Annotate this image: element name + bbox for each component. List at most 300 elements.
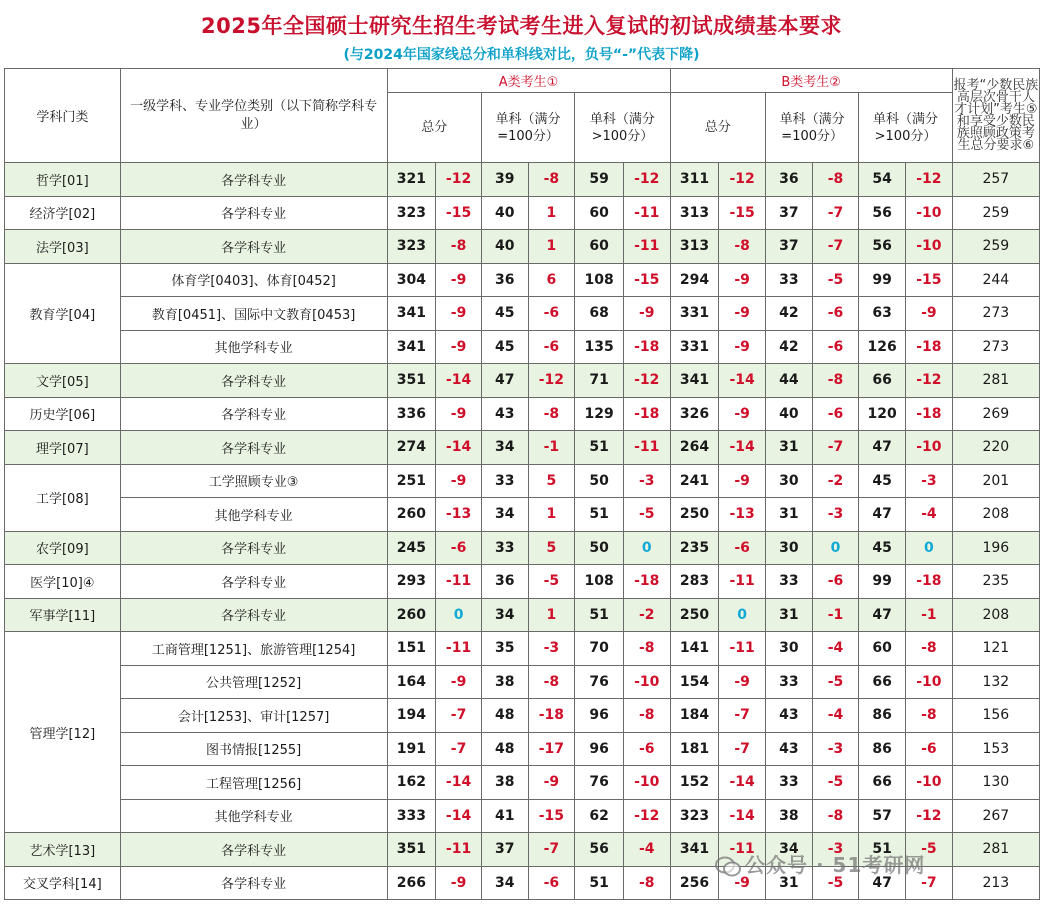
table-row xyxy=(5,665,1040,699)
change-cell: -11 xyxy=(719,565,766,599)
change-cell: 5 xyxy=(528,531,575,565)
table-row xyxy=(5,699,1040,733)
change-cell: -9 xyxy=(906,297,953,331)
change-cell: -10 xyxy=(906,230,953,264)
score-cell: 51 xyxy=(575,598,624,632)
score-cell: 99 xyxy=(859,263,906,297)
change-cell: -9 xyxy=(436,866,482,900)
score-cell: 283 xyxy=(670,565,719,599)
score-cell: 48 xyxy=(481,699,528,733)
change-cell: -9 xyxy=(719,866,766,900)
score-cell: 50 xyxy=(575,464,624,498)
change-cell: -8 xyxy=(623,632,670,666)
change-cell: -3 xyxy=(812,833,859,867)
score-cell: 341 xyxy=(387,330,436,364)
change-cell: -11 xyxy=(623,196,670,230)
score-cell: 152 xyxy=(670,766,719,800)
change-cell: -12 xyxy=(623,799,670,833)
table-row xyxy=(5,632,1040,666)
change-cell: -6 xyxy=(906,732,953,766)
score-table xyxy=(4,68,1040,900)
score-cell: 48 xyxy=(481,732,528,766)
change-cell: -8 xyxy=(436,230,482,264)
change-cell: 0 xyxy=(436,598,482,632)
minority-total-cell: 269 xyxy=(952,397,1039,431)
subject-cell: 各学科专业 xyxy=(120,531,387,565)
score-cell: 45 xyxy=(859,464,906,498)
header-discipline: 学科门类 xyxy=(5,69,121,163)
score-cell: 43 xyxy=(481,397,528,431)
change-cell: -5 xyxy=(812,665,859,699)
change-cell: 1 xyxy=(528,196,575,230)
change-cell: -14 xyxy=(436,766,482,800)
change-cell: -10 xyxy=(623,665,670,699)
score-cell: 260 xyxy=(387,598,436,632)
change-cell: -6 xyxy=(436,531,482,565)
score-cell: 274 xyxy=(387,431,436,465)
page-title: 2025年全国硕士研究生招生考试考生进入复试的初试成绩基本要求 xyxy=(201,14,842,38)
score-cell: 42 xyxy=(765,297,812,331)
score-cell: 34 xyxy=(481,866,528,900)
discipline-cell: 经济学[02] xyxy=(5,196,121,230)
change-cell: -15 xyxy=(719,196,766,230)
change-cell: -10 xyxy=(906,431,953,465)
score-cell: 34 xyxy=(481,431,528,465)
minority-total-cell: 132 xyxy=(952,665,1039,699)
change-cell: -9 xyxy=(719,665,766,699)
subject-cell: 各学科专业 xyxy=(120,565,387,599)
score-cell: 51 xyxy=(859,833,906,867)
score-cell: 241 xyxy=(670,464,719,498)
change-cell: -12 xyxy=(436,163,482,197)
table-row xyxy=(5,297,1040,331)
minority-total-cell: 213 xyxy=(952,866,1039,900)
discipline-cell: 军事学[11] xyxy=(5,598,121,632)
score-cell: 40 xyxy=(765,397,812,431)
change-cell: -12 xyxy=(623,364,670,398)
header-group-a: A类考生① xyxy=(387,69,670,93)
change-cell: -8 xyxy=(623,866,670,900)
score-cell: 323 xyxy=(670,799,719,833)
change-cell: -7 xyxy=(906,866,953,900)
title-block xyxy=(0,0,1043,68)
score-cell: 164 xyxy=(387,665,436,699)
change-cell: -11 xyxy=(623,230,670,264)
score-cell: 56 xyxy=(859,230,906,264)
change-cell: -9 xyxy=(719,330,766,364)
change-cell: 0 xyxy=(812,531,859,565)
score-cell: 34 xyxy=(481,498,528,532)
table-row xyxy=(5,397,1040,431)
score-cell: 70 xyxy=(575,632,624,666)
change-cell: -11 xyxy=(436,565,482,599)
change-cell: -18 xyxy=(528,699,575,733)
change-cell: -5 xyxy=(623,498,670,532)
score-cell: 47 xyxy=(859,598,906,632)
score-cell: 341 xyxy=(670,833,719,867)
score-cell: 60 xyxy=(575,230,624,264)
discipline-cell: 医学[10]④ xyxy=(5,565,121,599)
change-cell: -11 xyxy=(719,632,766,666)
score-cell: 63 xyxy=(859,297,906,331)
change-cell: -7 xyxy=(812,230,859,264)
discipline-cell: 历史学[06] xyxy=(5,397,121,431)
score-cell: 323 xyxy=(387,230,436,264)
change-cell: -9 xyxy=(719,263,766,297)
score-cell: 51 xyxy=(575,431,624,465)
score-cell: 251 xyxy=(387,464,436,498)
change-cell: -6 xyxy=(623,732,670,766)
score-cell: 108 xyxy=(575,565,624,599)
change-cell: -6 xyxy=(812,397,859,431)
subject-cell: 各学科专业 xyxy=(120,397,387,431)
score-cell: 323 xyxy=(387,196,436,230)
change-cell: -9 xyxy=(436,397,482,431)
discipline-cell: 艺术学[13] xyxy=(5,833,121,867)
discipline-cell: 哲学[01] xyxy=(5,163,121,197)
score-cell: 41 xyxy=(481,799,528,833)
header-b-single-gt100: 单科（满分>100分） xyxy=(859,93,952,163)
score-cell: 256 xyxy=(670,866,719,900)
score-cell: 37 xyxy=(765,196,812,230)
score-cell: 57 xyxy=(859,799,906,833)
change-cell: -18 xyxy=(623,397,670,431)
score-cell: 341 xyxy=(670,364,719,398)
discipline-cell: 交叉学科[14] xyxy=(5,866,121,900)
change-cell: -18 xyxy=(906,397,953,431)
score-cell: 40 xyxy=(481,196,528,230)
change-cell: -6 xyxy=(812,297,859,331)
change-cell: -5 xyxy=(528,565,575,599)
score-cell: 126 xyxy=(859,330,906,364)
change-cell: -3 xyxy=(528,632,575,666)
change-cell: -15 xyxy=(623,263,670,297)
change-cell: -9 xyxy=(719,297,766,331)
change-cell: -12 xyxy=(906,163,953,197)
change-cell: 1 xyxy=(528,498,575,532)
subject-cell: 会计[1253]、审计[1257] xyxy=(120,699,387,733)
header-group-b: B类考生② xyxy=(670,69,952,93)
minority-total-cell: 196 xyxy=(952,531,1039,565)
score-cell: 33 xyxy=(765,766,812,800)
score-cell: 47 xyxy=(481,364,528,398)
change-cell: -14 xyxy=(719,364,766,398)
score-cell: 129 xyxy=(575,397,624,431)
score-cell: 36 xyxy=(765,163,812,197)
minority-total-cell: 130 xyxy=(952,766,1039,800)
change-cell: -11 xyxy=(623,431,670,465)
score-cell: 71 xyxy=(575,364,624,398)
discipline-cell: 农学[09] xyxy=(5,531,121,565)
subject-cell: 其他学科专业 xyxy=(120,498,387,532)
change-cell: -9 xyxy=(719,464,766,498)
score-cell: 31 xyxy=(765,866,812,900)
score-cell: 181 xyxy=(670,732,719,766)
header-b-total: 总分 xyxy=(670,93,765,163)
score-cell: 37 xyxy=(765,230,812,264)
change-cell: -8 xyxy=(906,699,953,733)
table-row xyxy=(5,364,1040,398)
score-cell: 39 xyxy=(481,163,528,197)
score-cell: 45 xyxy=(481,330,528,364)
change-cell: -14 xyxy=(436,799,482,833)
score-cell: 59 xyxy=(575,163,624,197)
score-cell: 245 xyxy=(387,531,436,565)
score-cell: 36 xyxy=(481,565,528,599)
score-cell: 311 xyxy=(670,163,719,197)
table-row xyxy=(5,498,1040,532)
watermark-text: 公众号 · 51考研网 xyxy=(745,853,926,877)
score-cell: 191 xyxy=(387,732,436,766)
score-cell: 326 xyxy=(670,397,719,431)
change-cell: -8 xyxy=(528,665,575,699)
change-cell: -12 xyxy=(623,163,670,197)
score-cell: 33 xyxy=(765,565,812,599)
table-row xyxy=(5,531,1040,565)
score-cell: 47 xyxy=(859,431,906,465)
change-cell: -14 xyxy=(719,766,766,800)
table-body xyxy=(5,163,1040,900)
score-cell: 331 xyxy=(670,330,719,364)
score-cell: 33 xyxy=(481,464,528,498)
table-row xyxy=(5,732,1040,766)
score-cell: 194 xyxy=(387,699,436,733)
change-cell: -5 xyxy=(906,833,953,867)
score-cell: 333 xyxy=(387,799,436,833)
change-cell: -6 xyxy=(719,531,766,565)
score-cell: 293 xyxy=(387,565,436,599)
change-cell: -4 xyxy=(906,498,953,532)
change-cell: -8 xyxy=(528,163,575,197)
score-cell: 60 xyxy=(859,632,906,666)
score-cell: 260 xyxy=(387,498,436,532)
score-cell: 45 xyxy=(859,531,906,565)
header-subject: 一级学科、专业学位类别（以下简称学科专业） xyxy=(120,69,387,163)
change-cell: -10 xyxy=(906,196,953,230)
score-cell: 34 xyxy=(481,598,528,632)
change-cell: -15 xyxy=(906,263,953,297)
change-cell: -12 xyxy=(906,364,953,398)
score-cell: 108 xyxy=(575,263,624,297)
minority-total-cell: 257 xyxy=(952,163,1039,197)
score-cell: 76 xyxy=(575,766,624,800)
discipline-cell: 管理学[12] xyxy=(5,632,121,833)
score-cell: 68 xyxy=(575,297,624,331)
table-row xyxy=(5,598,1040,632)
change-cell: -5 xyxy=(812,766,859,800)
change-cell: -7 xyxy=(528,833,575,867)
minority-total-cell: 156 xyxy=(952,699,1039,733)
change-cell: -9 xyxy=(436,263,482,297)
change-cell: -6 xyxy=(528,330,575,364)
change-cell: -1 xyxy=(906,598,953,632)
minority-total-cell: 281 xyxy=(952,364,1039,398)
score-cell: 336 xyxy=(387,397,436,431)
change-cell: -3 xyxy=(812,732,859,766)
discipline-cell: 法学[03] xyxy=(5,230,121,264)
change-cell: -7 xyxy=(812,196,859,230)
subject-cell: 公共管理[1252] xyxy=(120,665,387,699)
table-row xyxy=(5,230,1040,264)
score-cell: 304 xyxy=(387,263,436,297)
change-cell: -8 xyxy=(719,230,766,264)
change-cell: 6 xyxy=(528,263,575,297)
score-cell: 30 xyxy=(765,464,812,498)
subject-cell: 图书情报[1255] xyxy=(120,732,387,766)
change-cell: -10 xyxy=(906,766,953,800)
score-cell: 250 xyxy=(670,598,719,632)
change-cell: -18 xyxy=(623,330,670,364)
change-cell: -12 xyxy=(528,364,575,398)
change-cell: -12 xyxy=(719,163,766,197)
table-row xyxy=(5,565,1040,599)
score-cell: 154 xyxy=(670,665,719,699)
subject-cell: 各学科专业 xyxy=(120,364,387,398)
subject-cell: 各学科专业 xyxy=(120,431,387,465)
change-cell: -14 xyxy=(436,431,482,465)
score-cell: 341 xyxy=(387,297,436,331)
score-cell: 34 xyxy=(765,833,812,867)
change-cell: -18 xyxy=(906,330,953,364)
change-cell: -9 xyxy=(719,397,766,431)
score-cell: 351 xyxy=(387,833,436,867)
score-cell: 54 xyxy=(859,163,906,197)
change-cell: -9 xyxy=(436,665,482,699)
score-cell: 36 xyxy=(481,263,528,297)
change-cell: -9 xyxy=(436,297,482,331)
score-cell: 235 xyxy=(670,531,719,565)
score-cell: 331 xyxy=(670,297,719,331)
subject-cell: 各学科专业 xyxy=(120,230,387,264)
subject-cell: 各学科专业 xyxy=(120,196,387,230)
score-cell: 250 xyxy=(670,498,719,532)
change-cell: -7 xyxy=(812,431,859,465)
change-cell: -14 xyxy=(719,799,766,833)
change-cell: -3 xyxy=(623,464,670,498)
change-cell: -11 xyxy=(719,833,766,867)
subject-cell: 其他学科专业 xyxy=(120,330,387,364)
change-cell: -7 xyxy=(719,699,766,733)
header-note: 报考“少数民族高层次骨干人才计划”考生⑤和享受少数民族照顾政策考生总分要求⑥ xyxy=(952,69,1039,163)
change-cell: 0 xyxy=(623,531,670,565)
change-cell: -13 xyxy=(719,498,766,532)
change-cell: -1 xyxy=(528,431,575,465)
discipline-cell: 教育学[04] xyxy=(5,263,121,364)
score-cell: 30 xyxy=(765,531,812,565)
change-cell: -7 xyxy=(436,732,482,766)
score-cell: 96 xyxy=(575,732,624,766)
discipline-cell: 工学[08] xyxy=(5,464,121,531)
change-cell: -5 xyxy=(812,263,859,297)
score-cell: 162 xyxy=(387,766,436,800)
change-cell: -4 xyxy=(623,833,670,867)
score-cell: 31 xyxy=(765,598,812,632)
minority-total-cell: 153 xyxy=(952,732,1039,766)
change-cell: -7 xyxy=(719,732,766,766)
change-cell: -9 xyxy=(436,464,482,498)
change-cell: -3 xyxy=(812,498,859,532)
score-cell: 47 xyxy=(859,866,906,900)
change-cell: -2 xyxy=(812,464,859,498)
subject-cell: 工商管理[1251]、旅游管理[1254] xyxy=(120,632,387,666)
score-cell: 351 xyxy=(387,364,436,398)
table-row xyxy=(5,464,1040,498)
change-cell: -6 xyxy=(528,866,575,900)
header-a-single-gt100: 单科（满分>100分） xyxy=(575,93,670,163)
score-cell: 38 xyxy=(481,665,528,699)
subject-cell: 各学科专业 xyxy=(120,833,387,867)
change-cell: -18 xyxy=(623,565,670,599)
minority-total-cell: 244 xyxy=(952,263,1039,297)
table-row xyxy=(5,330,1040,364)
score-cell: 321 xyxy=(387,163,436,197)
score-cell: 43 xyxy=(765,732,812,766)
change-cell: -8 xyxy=(812,799,859,833)
change-cell: -8 xyxy=(528,397,575,431)
change-cell: -8 xyxy=(906,632,953,666)
subject-cell: 教育[0451]、国际中文教育[0453] xyxy=(120,297,387,331)
score-cell: 313 xyxy=(670,230,719,264)
score-cell: 141 xyxy=(670,632,719,666)
score-cell: 50 xyxy=(575,531,624,565)
change-cell: -11 xyxy=(436,833,482,867)
score-cell: 313 xyxy=(670,196,719,230)
header-a-single100: 单科（满分=100分） xyxy=(481,93,574,163)
change-cell: 0 xyxy=(719,598,766,632)
change-cell: -18 xyxy=(906,565,953,599)
score-cell: 294 xyxy=(670,263,719,297)
score-cell: 96 xyxy=(575,699,624,733)
page-subtitle: (与2024年国家线总分和单科线对比，负号“-”代表下降) xyxy=(343,47,700,63)
change-cell: -8 xyxy=(623,699,670,733)
minority-total-cell: 259 xyxy=(952,230,1039,264)
change-cell: -6 xyxy=(528,297,575,331)
change-cell: -2 xyxy=(623,598,670,632)
score-cell: 151 xyxy=(387,632,436,666)
change-cell: -15 xyxy=(528,799,575,833)
table-row xyxy=(5,196,1040,230)
score-cell: 40 xyxy=(481,230,528,264)
header-a-total: 总分 xyxy=(387,93,481,163)
score-cell: 56 xyxy=(859,196,906,230)
score-cell: 47 xyxy=(859,498,906,532)
score-cell: 99 xyxy=(859,565,906,599)
change-cell: -4 xyxy=(812,699,859,733)
score-cell: 33 xyxy=(765,263,812,297)
change-cell: -15 xyxy=(436,196,482,230)
score-cell: 60 xyxy=(575,196,624,230)
table-row xyxy=(5,431,1040,465)
watermark xyxy=(715,849,925,878)
table-row xyxy=(5,163,1040,197)
minority-total-cell: 121 xyxy=(952,632,1039,666)
subject-cell: 体育学[0403]、体育[0452] xyxy=(120,263,387,297)
table-row xyxy=(5,766,1040,800)
score-cell: 38 xyxy=(481,766,528,800)
score-cell: 35 xyxy=(481,632,528,666)
subject-cell: 其他学科专业 xyxy=(120,799,387,833)
score-cell: 37 xyxy=(481,833,528,867)
change-cell: -10 xyxy=(623,766,670,800)
change-cell: -17 xyxy=(528,732,575,766)
subject-cell: 各学科专业 xyxy=(120,598,387,632)
subject-cell: 工程管理[1256] xyxy=(120,766,387,800)
minority-total-cell: 281 xyxy=(952,833,1039,867)
minority-total-cell: 273 xyxy=(952,330,1039,364)
minority-total-cell: 201 xyxy=(952,464,1039,498)
score-cell: 264 xyxy=(670,431,719,465)
minority-total-cell: 267 xyxy=(952,799,1039,833)
